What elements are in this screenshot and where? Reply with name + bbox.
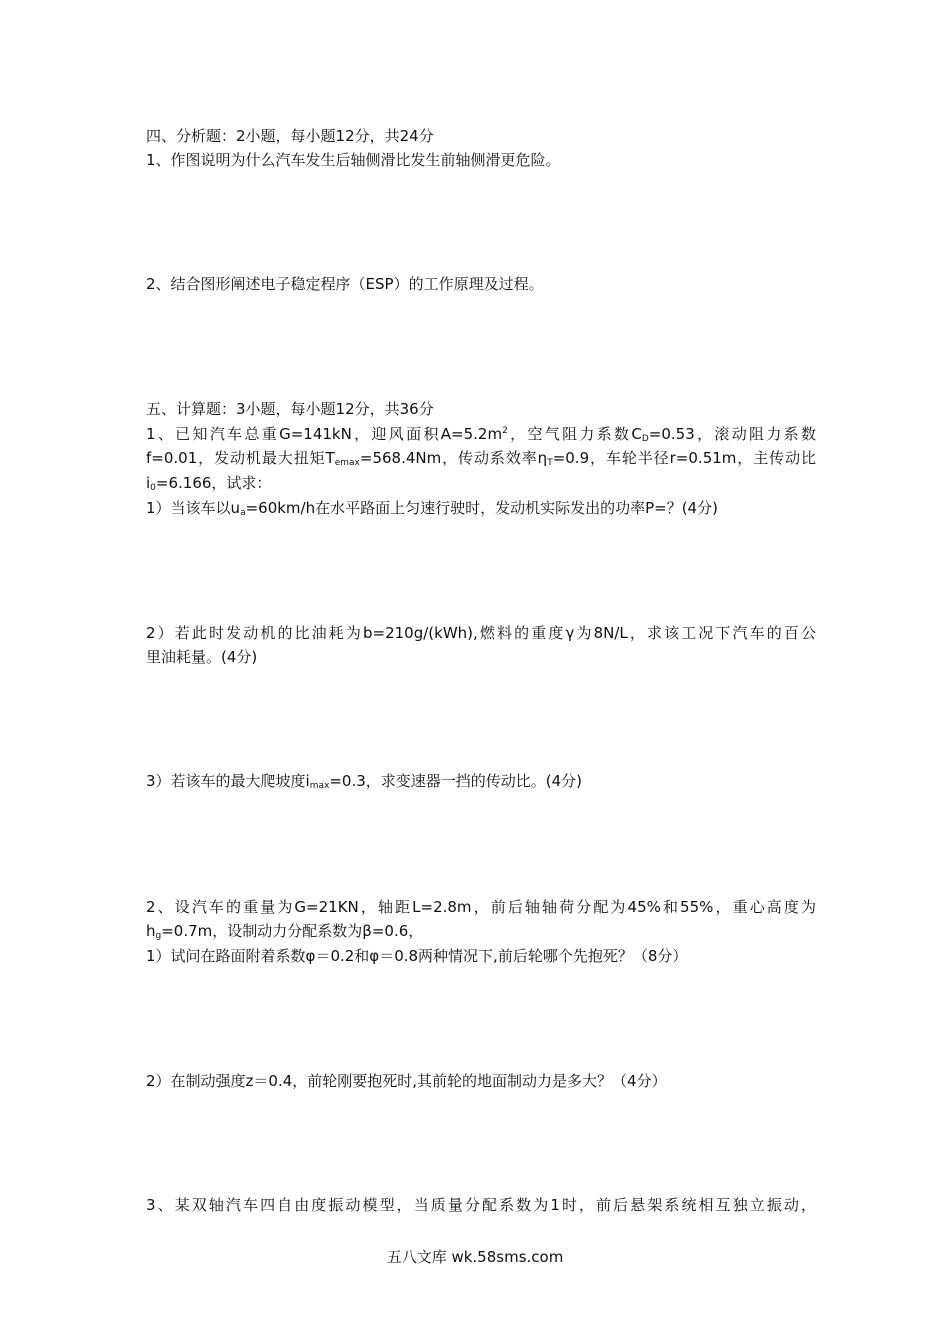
section5-q1-line3: $i_0=6.166$，试求： <box>146 474 272 493</box>
section5-q2-line1: 2、设汽车的重量为G=21KN，轴距L=2.8m，前后轴轴荷分配为45%和55%，重心高度为 <box>146 898 816 916</box>
section4-question-1: 1、作图说明为什么汽车发生后轴侧滑比发生前轴侧滑更危险。 <box>146 151 561 169</box>
section5-q2-part1: 1）试问在路面附着系数φ＝0.2和φ＝0.8两种情况下,前后轮哪个先抱死？（8分） <box>146 947 688 965</box>
section5-q3-line1: 3、某双轴汽车四自由度振动模型，当质量分配系数为1时，前后悬架系统相互独立振动， <box>146 1196 816 1214</box>
section5-q2-part2: 2）在制动强度z＝0.4，前轮刚要抱死时,其前轮的地面制动力是多大？（4分） <box>146 1072 667 1090</box>
section5-q1-line2: f=0.01，发动机最大扭矩$T_{emax}=568.4Nm$，传动系效率$\eta_T=0.9$，车轮半径r=0.51m，主传动比 <box>146 449 816 468</box>
section5-q1-part3: 3）若该车的最大爬坡度$i_{max}=0.3$，求变速器一挡的传动比。(4分) <box>146 772 583 791</box>
section5-heading: 五、计算题：3小题，每小题12分，共36分 <box>146 400 434 418</box>
section4-heading: 四、分析题：2小题，每小题12分，共24分 <box>146 127 434 145</box>
section5-q2-line2: $h_g=0.7m$，设制动力分配系数为β=0.6， <box>146 922 424 941</box>
section5-q1-line1: 1、已知汽车总重G=141kN，迎风面积$A=5.2m^2$，空气阻力系数$C_D=0.53$，滚动阻力系数 <box>146 425 816 444</box>
section5-q1-part2-line2: 里油耗量。(4分) <box>146 648 258 666</box>
section4-question-2: 2、结合图形阐述电子稳定程序（ESP）的工作原理及过程。 <box>146 275 544 293</box>
section5-q1-part2-line1: 2）若此时发动机的比油耗为b=210g/(kWh),燃料的重度γ为8N/L，求该工况下汽车的百公 <box>146 624 816 642</box>
footer-watermark: 五八文库 wk.58sms.com <box>386 1248 564 1266</box>
section5-q1-part1: 1）当该车以$u_a=60km/h$在水平路面上匀速行驶时，发动机实际发出的功率P=？(4分) <box>146 499 718 518</box>
